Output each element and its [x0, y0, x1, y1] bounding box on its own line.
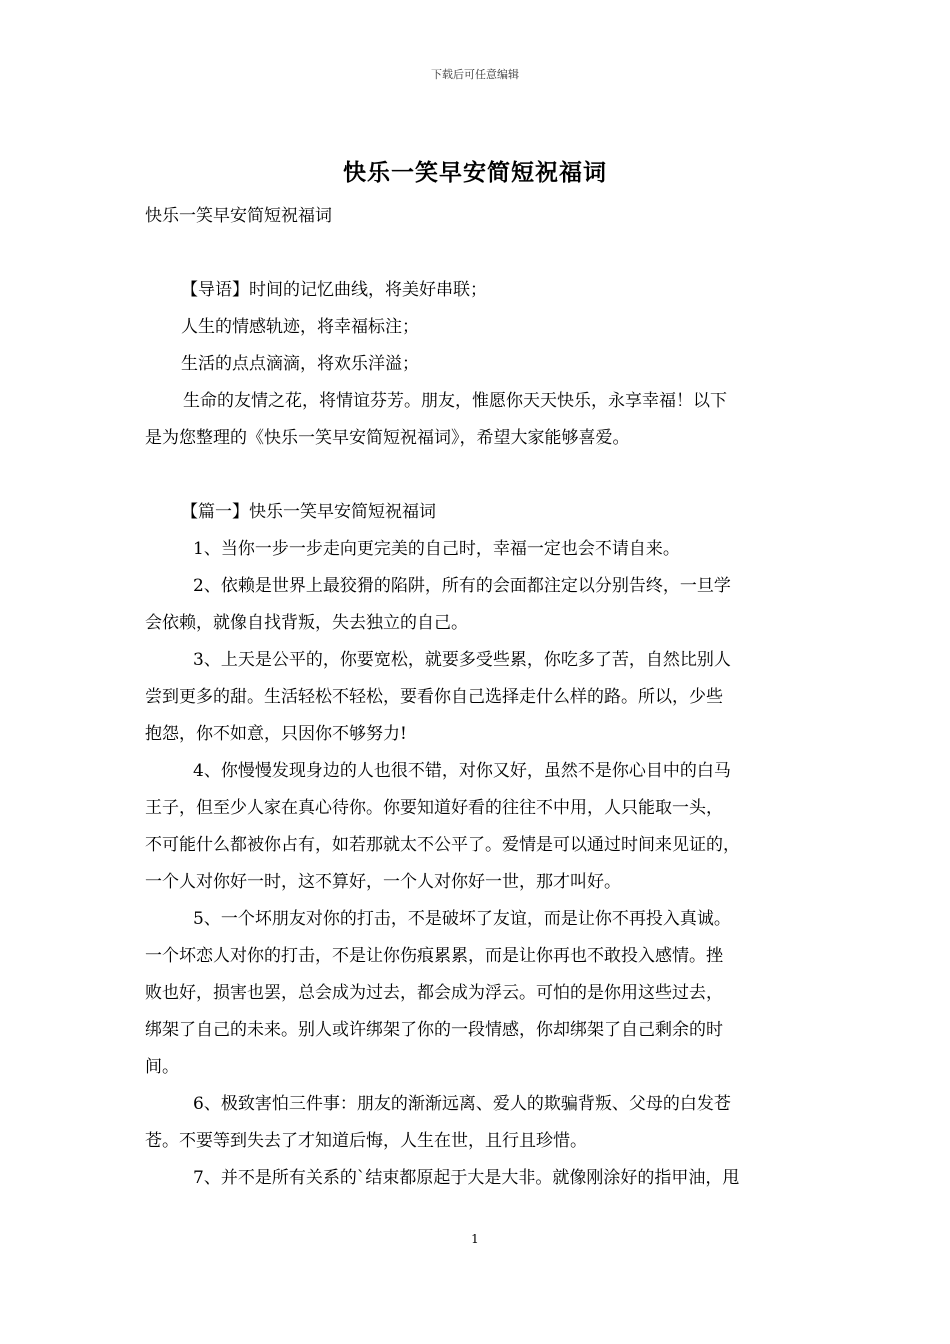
- paragraph-line: 间。: [145, 1057, 179, 1077]
- intro-line: 生命的友情之花，将情谊芬芳。朋友，惟愿你天天快乐，永享幸福！以下: [183, 391, 727, 411]
- paragraph-line: 7、并不是所有关系的`结束都原起于大是大非。就像刚涂好的指甲油，甩: [193, 1168, 740, 1188]
- paragraph-line: 5、一个坏朋友对你的打击，不是破坏了友谊，而是让你不再投入真诚。: [193, 909, 731, 929]
- paragraph-line: 绑架了自己的未来。别人或许绑架了你的一段情感，你却绑架了自己剩余的时: [145, 1020, 723, 1040]
- blank-line: [145, 457, 813, 494]
- paragraph-line: 一个人对你好一时，这不算好，一个人对你好一世，那才叫好。: [145, 872, 621, 892]
- intro-line: 是为您整理的《快乐一笑早安简短祝福词》，希望大家能够喜爱。: [145, 428, 630, 448]
- document-body: [145, 198, 813, 1197]
- header-note: 下载后可任意编辑: [431, 68, 519, 81]
- paragraph-line: 一个坏恋人对你的打击，不是让你伤痕累累，而是让你再也不敢投入感情。挫: [145, 946, 723, 966]
- paragraph-line: 4、你慢慢发现身边的人也很不错，对你又好，虽然不是你心目中的白马: [193, 761, 731, 781]
- paragraph-line: 1、当你一步一步走向更完美的自己时，幸福一定也会不请自来。: [193, 539, 680, 559]
- paragraph-line: 6、极致害怕三件事：朋友的渐渐远离、爱人的欺骗背叛、父母的白发苍: [193, 1094, 731, 1114]
- blank-line: [145, 235, 813, 272]
- paragraph-line: 败也好，损害也罢，总会成为过去，都会成为浮云。可怕的是你用这些过去，: [145, 983, 723, 1003]
- intro-line: 人生的情感轨迹，将幸福标注；: [181, 317, 419, 337]
- paragraph-line: 会依赖，就像自找背叛，失去独立的自己。: [145, 613, 468, 633]
- paragraph-line: 尝到更多的甜。生活轻松不轻松，要看你自己选择走什么样的路。所以，少些: [145, 687, 723, 707]
- paragraph-line: 3、上天是公平的，你要宽松，就要多受些累，你吃多了苦，自然比别人: [193, 650, 731, 670]
- paragraph-line: 抱怨，你不如意，只因你不够努力!: [145, 724, 407, 744]
- paragraph-line: 不可能什么都被你占有，如若那就太不公平了。爱情是可以通过时间来见证的，: [145, 835, 740, 855]
- page-number: 1: [471, 1232, 479, 1246]
- document-title: 快乐一笑早安简短祝福词: [343, 159, 607, 186]
- section-heading: 【篇一】快乐一笑早安简短祝福词: [181, 502, 436, 522]
- subtitle: 快乐一笑早安简短祝福词: [145, 206, 332, 226]
- paragraph-line: 2、依赖是世界上最狡猾的陷阱，所有的会面都注定以分别告终，一旦学: [193, 576, 731, 596]
- paragraph-line: 王子，但至少人家在真心待你。你要知道好看的往往不中用，人只能取一头，: [145, 798, 723, 818]
- intro-line: 【导语】时间的记忆曲线，将美好串联；: [181, 280, 487, 300]
- paragraph-line: 苍。不要等到失去了才知道后悔，人生在世，且行且珍惜。: [145, 1131, 587, 1151]
- intro-line: 生活的点点滴滴，将欢乐洋溢；: [181, 354, 419, 374]
